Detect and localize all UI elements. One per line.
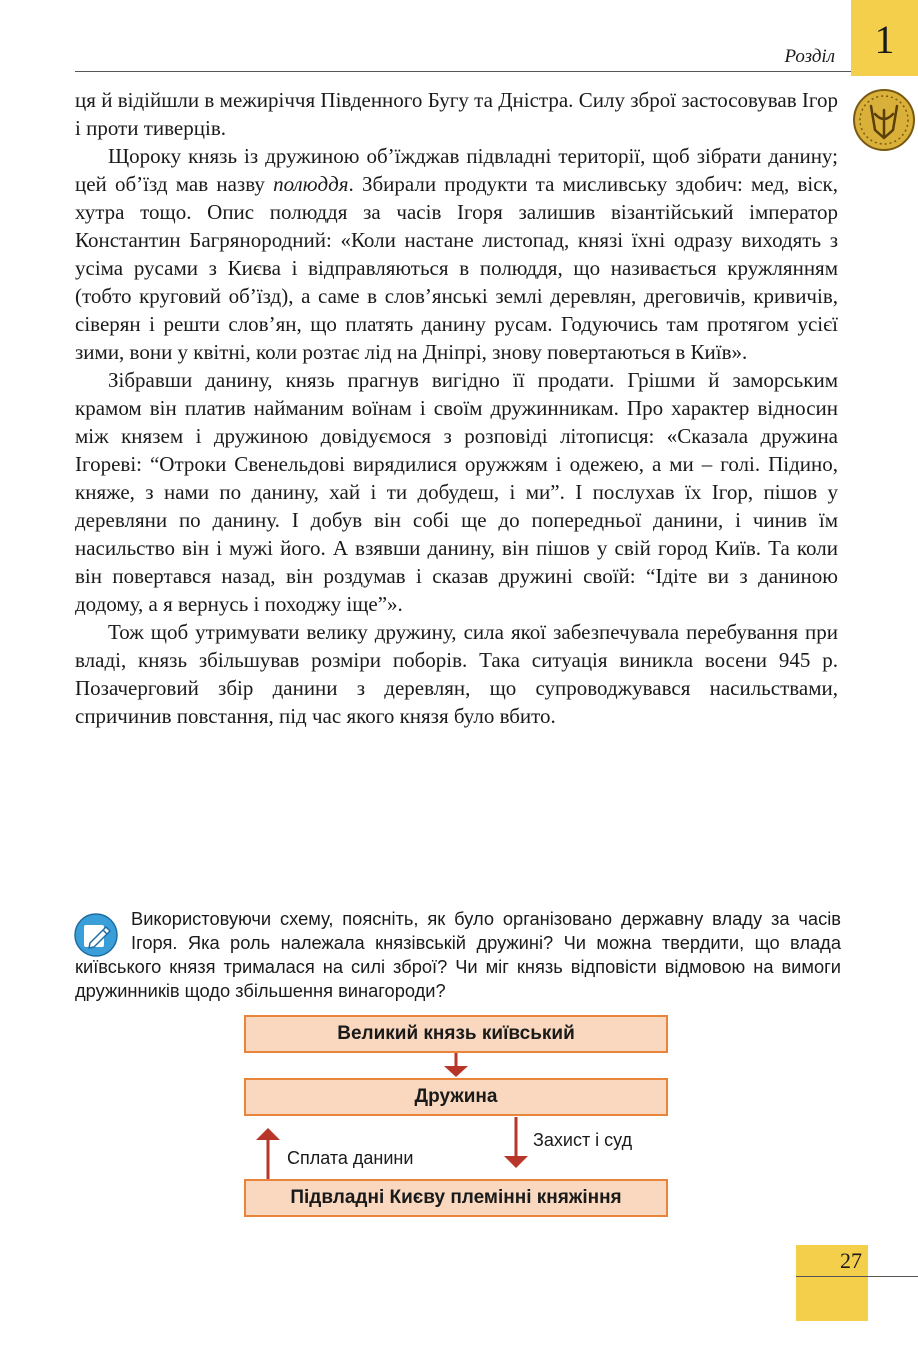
- paragraph-1: ця й відійшли в межиріччя Південного Бугу та Дністра. Силу зброї застосовував Ігор і проти тиверців.: [75, 88, 838, 140]
- box-druzhyna: Дружина: [244, 1078, 668, 1116]
- paragraph-2-end: . Збирали продукти та мисливську здобич: мед, віск, хутра тощо. Опис полюддя за часів Ігоря залишив візантійський імператор Константин Багрянородний: «Коли настане листопад, князі їхні одразу виходять з усіма русами з Києва і відправляються в полюддя, що називається кружлянням (тобто круговий об’їзд), а саме в слов’янські землі деревлян, дреговичів, кривичів, сіверян і решти слов’ян, що платять данину русам. Годуючись там протягом усієї зими, вони у квітні, коли розтає лід на Дніпрі, знову повертаються в Київ».: [75, 172, 838, 364]
- label-protection-justice: Захист і суд: [533, 1130, 633, 1150]
- box-tribal-principalities: Підвладні Києву племінні княжіння: [244, 1179, 668, 1217]
- coin-trident-icon: [851, 84, 918, 156]
- task-text: [75, 907, 841, 1003]
- label-tribute-payment: Сплата данини: [287, 1148, 414, 1168]
- chapter-number: 1: [874, 17, 895, 62]
- header-rule: [75, 71, 851, 72]
- section-label: Розділ: [784, 46, 835, 67]
- paragraph-2: [75, 142, 838, 366]
- box-grand-prince: Великий князь київський: [244, 1015, 668, 1053]
- page-number: 27: [840, 1248, 862, 1273]
- paragraph-3: Зібравши данину, князь прагнув вигідно її продати. Грішми й заморським крамом він платив найманим воїнам і своїм дружинникам. Про характер відносин між князем і дружиною довідуємося з розповіді літописця: «Сказала дружина Ігореві: “Отроки Свенельдові вирядилися оружжям і одежею, а ми – голі. Підино, княже, з нами по данину, хай і ти добудеш, і ми”. І послухав їх Ігор, пішов у деревляни по данину. І добув він собі ще до попередньої данини, і чинив їм насильство він і мужі його. А взявши данину, він пішов у свій город Київ. Та коли він повертався назад, він роздумав і сказав дружині своїй: “Ідіте ви з даниною додому, а я вернусь і походжу іще”».: [75, 368, 838, 616]
- term-poliuddia: полюддя: [273, 172, 349, 196]
- footer-rule: [796, 1276, 918, 1277]
- body-text: [75, 86, 838, 730]
- task-question: Використовуючи схему, поясніть, як було організовано державну владу за часів Ігоря. Яка роль належала князівській дружині? Чи можна твердити, що влада київського князя трималася на силі зброї? Чи міг князь відповісти відмовою на вимоги дружинників щодо збільшення винагороди?: [75, 908, 841, 1001]
- paragraph-4: Тож щоб утримувати велику дружину, сила якої забезпечувала перебування при владі, князь збільшував розміри поборів. Така ситуація виникла восени 945 р. Позачерговий збір данини з деревлян, що супроводжувався насильствами, спричинив повстання, під час якого князя було вбито.: [75, 620, 838, 728]
- paragraph-2-start: Щороку князь із дружиною об’їжджав підвладні території, щоб зібрати данину; цей об’їзд мав назву: [75, 144, 838, 196]
